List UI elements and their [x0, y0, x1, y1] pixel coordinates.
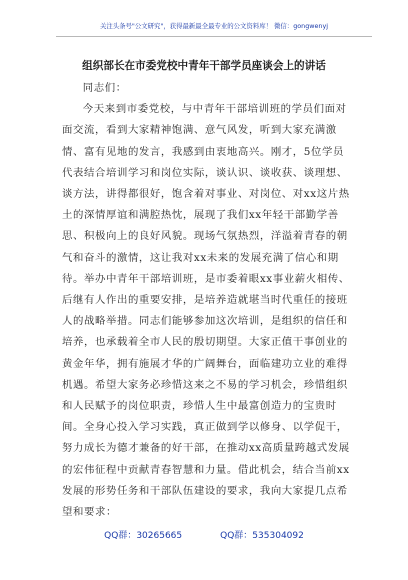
qq-group-1: QQ群：30265665 [104, 531, 183, 541]
page-footer [0, 528, 408, 541]
promo-banner: 关注头条号"公文研究"，获得最新最全最专业的公文资料库！ 微信：gongwenyj [56, 20, 372, 37]
qq-group-2: QQ群：535304092 [220, 531, 304, 541]
document-title: 组织部长在市委党校中青年干部学员座谈会上的讲话 [82, 60, 326, 72]
body-paragraph: 今天来到市委党校，与中青年干部培训班的学员们面对面交流，看到大家精神饱满、意气风发，听到大家充满激情、富有见地的发言，我感到由衷地高兴。刚才，5位学员代表结合培训学习和岗位实际，谈认识、谈收获、谈理想、谈方法，讲得都很好，饱含着对事业、对岗位、对xx这片热土的深情厚谊和满腔热忱，展现了我们xx年轻干部勤学善思、积极向上的良好风貌。现场气氛热烈，洋溢着青春的朝气和奋斗的激情，这让我对xx未来的发展充满了信心和期待。举办中青年干部培训班，是市委着眼xx事业薪火相传、后继有人作出的重要安排，是培养造就堪当时代重任的接班人的战略举措。同志们能够参加这次培训，是组织的信任和培养，也承载着全市人民的殷切期望。大家正值干事创业的黄金年华，拥有施展才华的广阔舞台，面临建功立业的难得机遇。希望大家务必珍惜这来之不易的学习机会，珍惜组织和人民赋予的岗位职责，珍惜人生中最富创造力的宝贵时间。全身心投入学习实践，真正做到学以修身、以学促干，努力成长为德才兼备的好干部，在推动xx高质量跨越式发展的宏伟征程中贡献青春智慧和力量。借此机会，结合当前xx发展的形势任务和干部队伍建设的要求，我向大家提几点希望和要求： [62, 103, 350, 519]
salutation: 同志们： [82, 82, 127, 94]
document-body [62, 78, 352, 523]
